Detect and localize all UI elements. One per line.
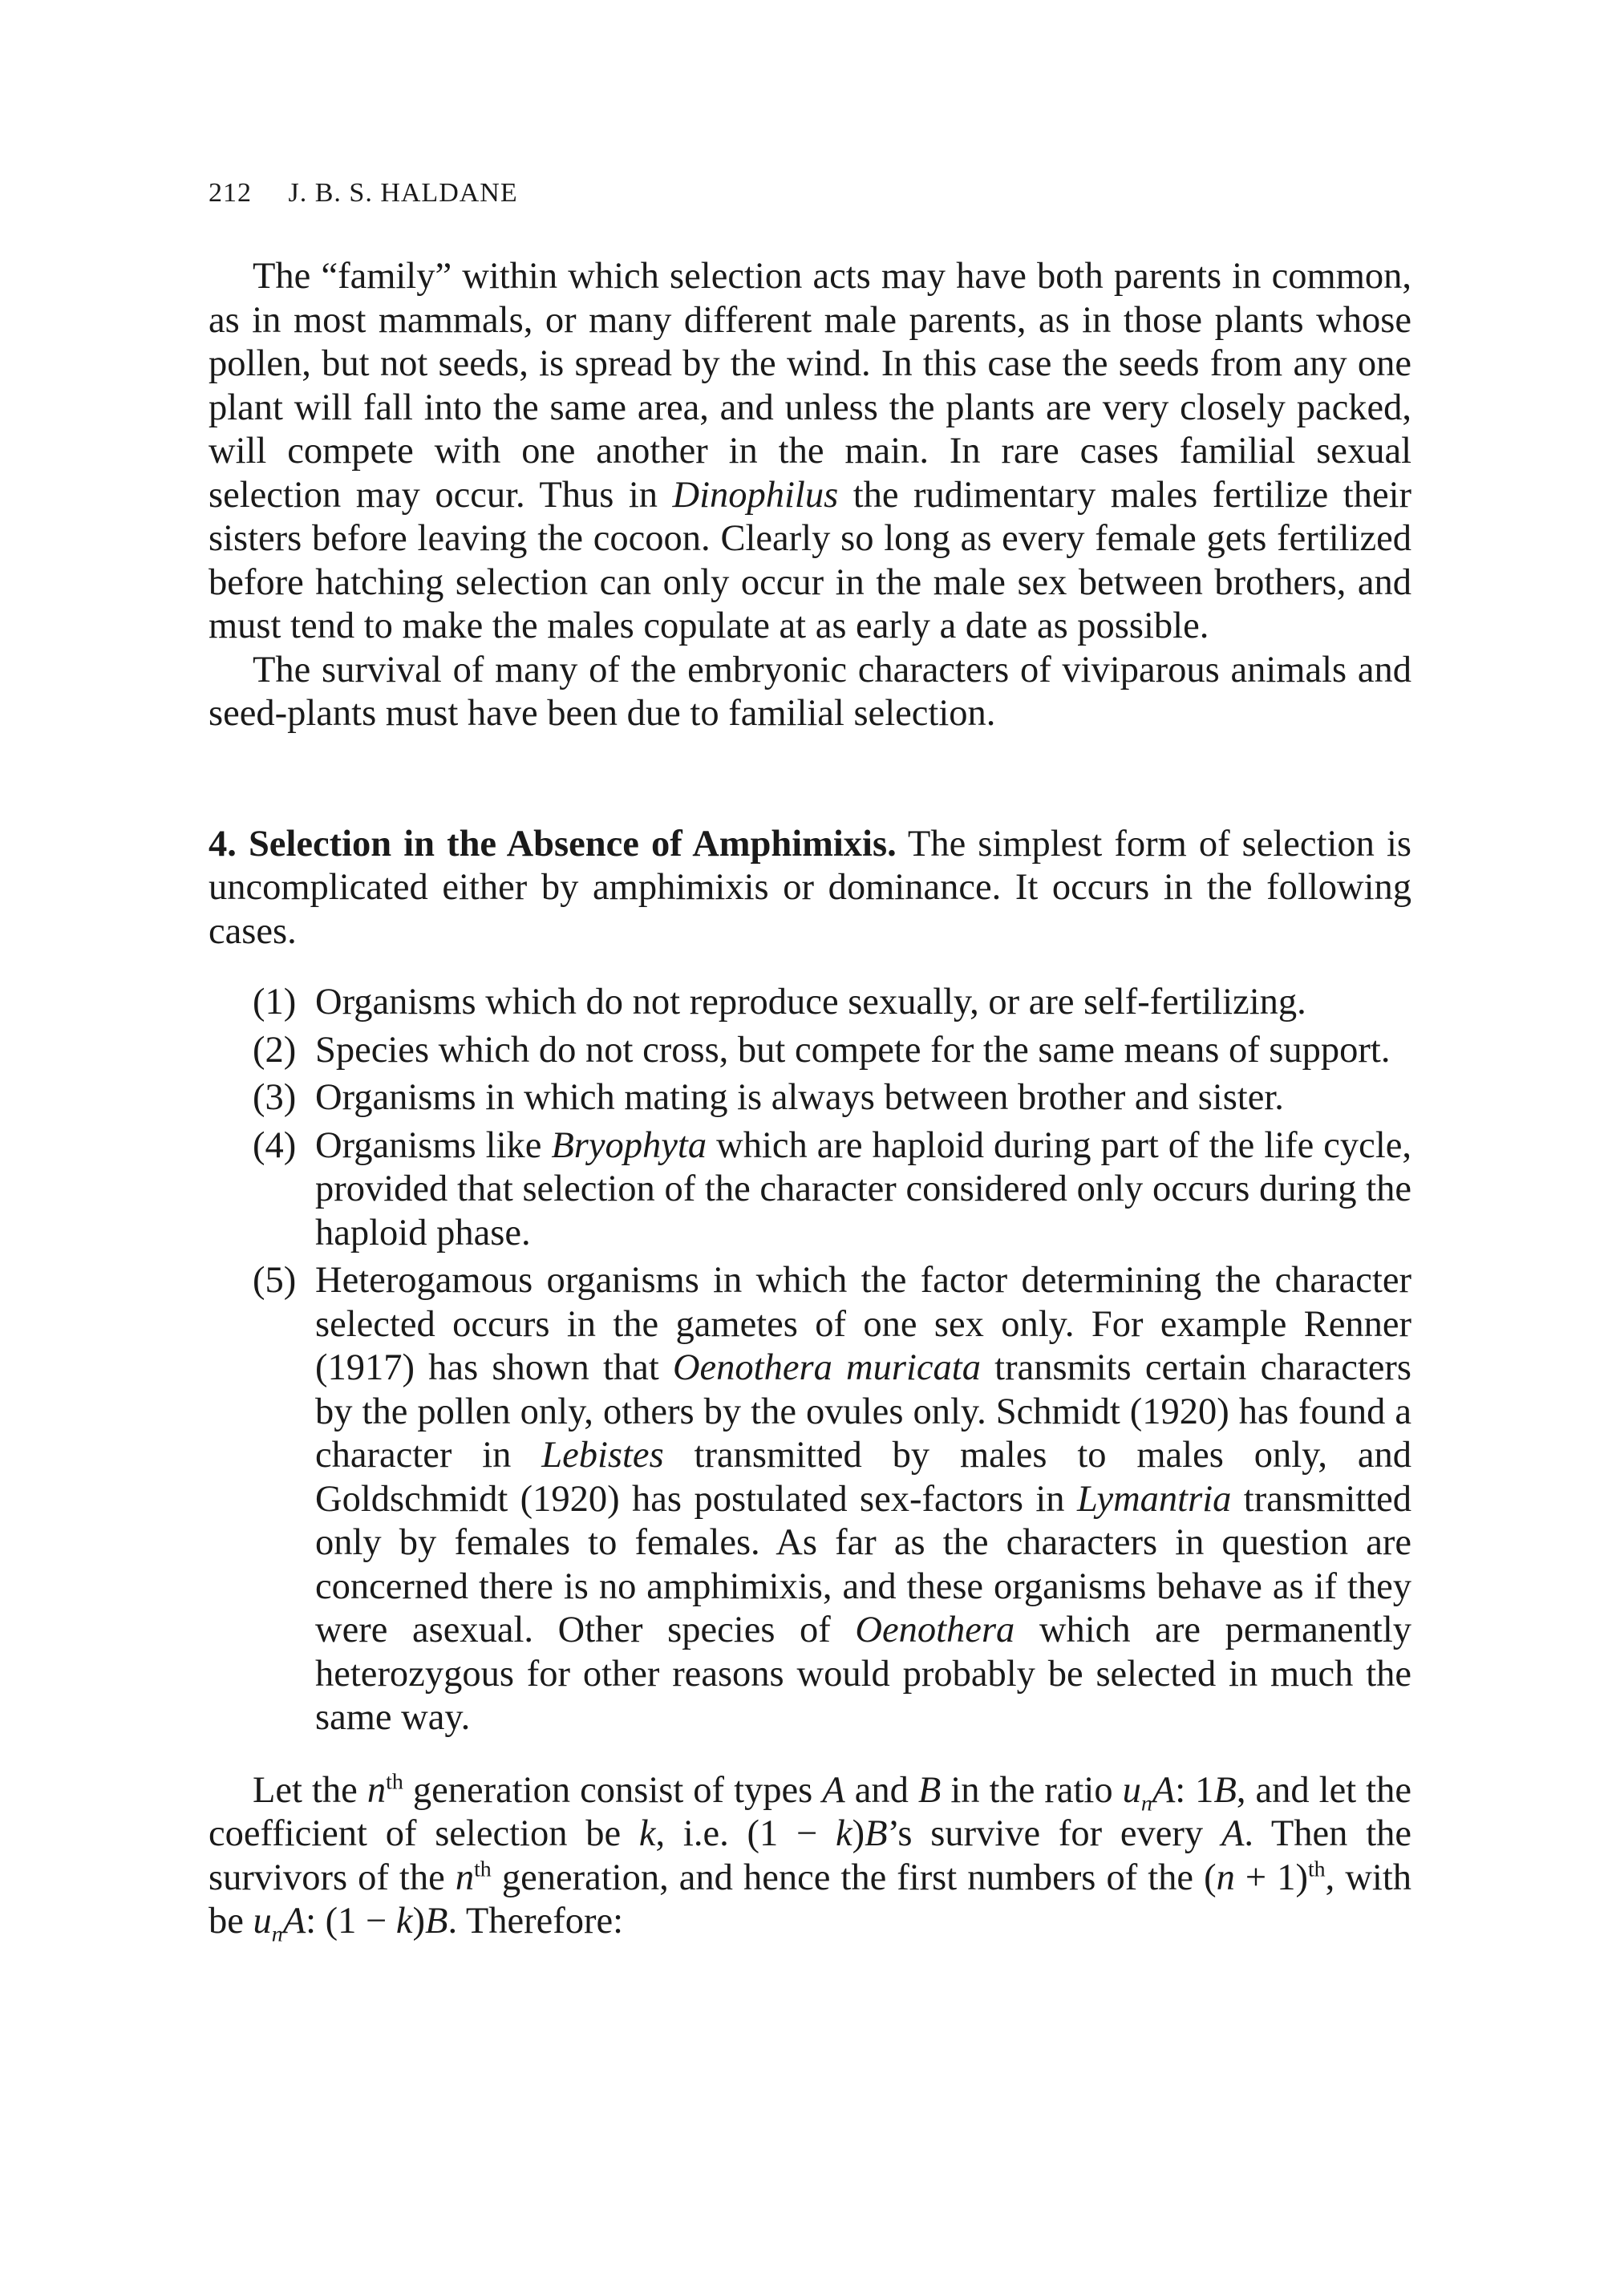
running-head (209, 178, 518, 209)
taxon-name: Oenothera muricata (672, 1347, 981, 1388)
text-run: , i.e. (1 − (655, 1813, 836, 1854)
math-var: k (395, 1901, 413, 1942)
text-run: ’s survive for every (887, 1813, 1221, 1854)
list-text: Organisms which do not reproduce sexually, or are self-fertilizing. (315, 982, 1306, 1023)
math-subscript: n (271, 1922, 283, 1947)
list-number: (1) (253, 982, 297, 1023)
section-4-intro (209, 823, 1411, 954)
math-var: A (1221, 1813, 1245, 1854)
math-var: A (1152, 1769, 1176, 1811)
math-var: n (367, 1769, 387, 1811)
paragraph-selection-ratio (209, 1769, 1411, 1947)
list-item (209, 1259, 1411, 1740)
superscript: th (1307, 1857, 1326, 1881)
list-text: Heterogamous organisms in which the factor determining the character selected occurs in the gametes of one sex only. For example Renner (1917) has shown that (315, 1260, 1411, 1388)
genus-name: Dinophilus (672, 474, 839, 516)
list-number: (4) (253, 1124, 297, 1166)
list-number: (5) (253, 1260, 297, 1301)
cases-list (209, 981, 1411, 1740)
taxon-name: Oenothera (855, 1610, 1015, 1650)
superscript: th (386, 1769, 403, 1794)
text-run: + 1) (1234, 1857, 1308, 1898)
math-var: A (822, 1769, 845, 1811)
paragraph-family-selection (209, 255, 1411, 649)
math-var: n (1216, 1857, 1235, 1898)
taxon-name: Lebistes (541, 1435, 664, 1476)
math-var: B (1213, 1769, 1237, 1811)
list-item (209, 1076, 1411, 1120)
math-var: B (865, 1813, 888, 1854)
text-run: . Therefore: (448, 1901, 624, 1942)
list-text: which are haploid during part of the life cycle, provided that selection of the character considered only occurs during the haploid phase. (315, 1124, 1412, 1253)
text-run: , with be (209, 1857, 1411, 1942)
list-text: transmits certain characters by the pollen only, others by the ovules only. Schmidt (1920) has found a character in (315, 1347, 1411, 1476)
text-run: : 1 (1175, 1769, 1214, 1811)
text-run: Let the (253, 1769, 367, 1811)
list-text: Organisms like (315, 1124, 552, 1166)
text-run: and (844, 1769, 918, 1811)
list-item (209, 1029, 1411, 1073)
text-run: generation, and hence the first numbers of the ( (491, 1857, 1217, 1898)
list-text: Organisms in which mating is always between brother and sister. (315, 1077, 1284, 1118)
page-number: 212 (209, 178, 252, 208)
math-var: k (638, 1813, 656, 1854)
list-item (209, 1124, 1411, 1256)
text-run: ) (852, 1813, 865, 1854)
math-var: u (253, 1901, 272, 1942)
list-number: (3) (253, 1077, 297, 1118)
document-page (209, 0, 1411, 2276)
text-run: generation consist of types (403, 1769, 823, 1811)
body-text (209, 255, 1412, 1947)
text-run: : (1 − (306, 1901, 396, 1942)
text-run: The simplest form of selection is uncomplicated either by amphimixis or dominance. It occurs in the following cases. (209, 823, 1411, 952)
math-var: A (282, 1901, 306, 1942)
text-run: in the ratio (941, 1769, 1123, 1811)
superscript: th (474, 1857, 492, 1881)
taxon-name: Lymantria (1076, 1478, 1232, 1520)
taxon-name: Bryophyta (551, 1124, 707, 1166)
text-run: ) (412, 1901, 426, 1942)
math-var: k (835, 1813, 852, 1854)
text-run: the rudimentary males fertilize their sisters before leaving the cocoon. Clearly so long as every female gets fertilized before hatching selection can only occur in the male sex between brothers, and must tend to make the males copulate at as early a date as possible. (209, 474, 1411, 646)
math-var: B (425, 1901, 448, 1942)
math-var: u (1122, 1769, 1141, 1811)
list-text: Species which do not cross, but compete for the same means of support. (315, 1029, 1391, 1071)
list-text: which are permanently heterozygous for other reasons would probably be selected in much the same way. (315, 1610, 1411, 1738)
author-name: J. B. S. HALDANE (288, 178, 518, 208)
list-number: (2) (253, 1029, 297, 1071)
section-heading: 4. Selection in the Absence of Amphimixis. (209, 823, 897, 865)
text-run: The “family” within which selection acts may have both parents in common, as in most mammals, or many different male parents, as in those plants whose pollen, but not seeds, is spread by the wind. In this case the seeds from any one plant will fall into the same area, and unless the plants are very closely packed, will compete with one another in the main. In rare cases familial sexual selection may occur. Thus in (209, 256, 1411, 516)
paragraph-embryonic-characters: The survival of many of the embryonic characters of viviparous animals and seed-plants must have been due to familial selection. (209, 649, 1411, 734)
list-item (209, 981, 1411, 1025)
text-run: , and let the coefficient of selection be (209, 1769, 1411, 1854)
math-var: B (917, 1769, 942, 1811)
list-text: transmitted only by females to females. As far as the characters in question are concerned there is no amphimixis, and these organisms behave as if they were asexual. Other species of (315, 1478, 1411, 1650)
math-subscript: n (1140, 1790, 1152, 1816)
list-text: transmitted by males to males only, and Goldschmidt (1920) has postulated sex-factors in (315, 1435, 1411, 1520)
text-run: . Then the survivors of the (209, 1813, 1411, 1898)
math-var: n (455, 1857, 475, 1898)
